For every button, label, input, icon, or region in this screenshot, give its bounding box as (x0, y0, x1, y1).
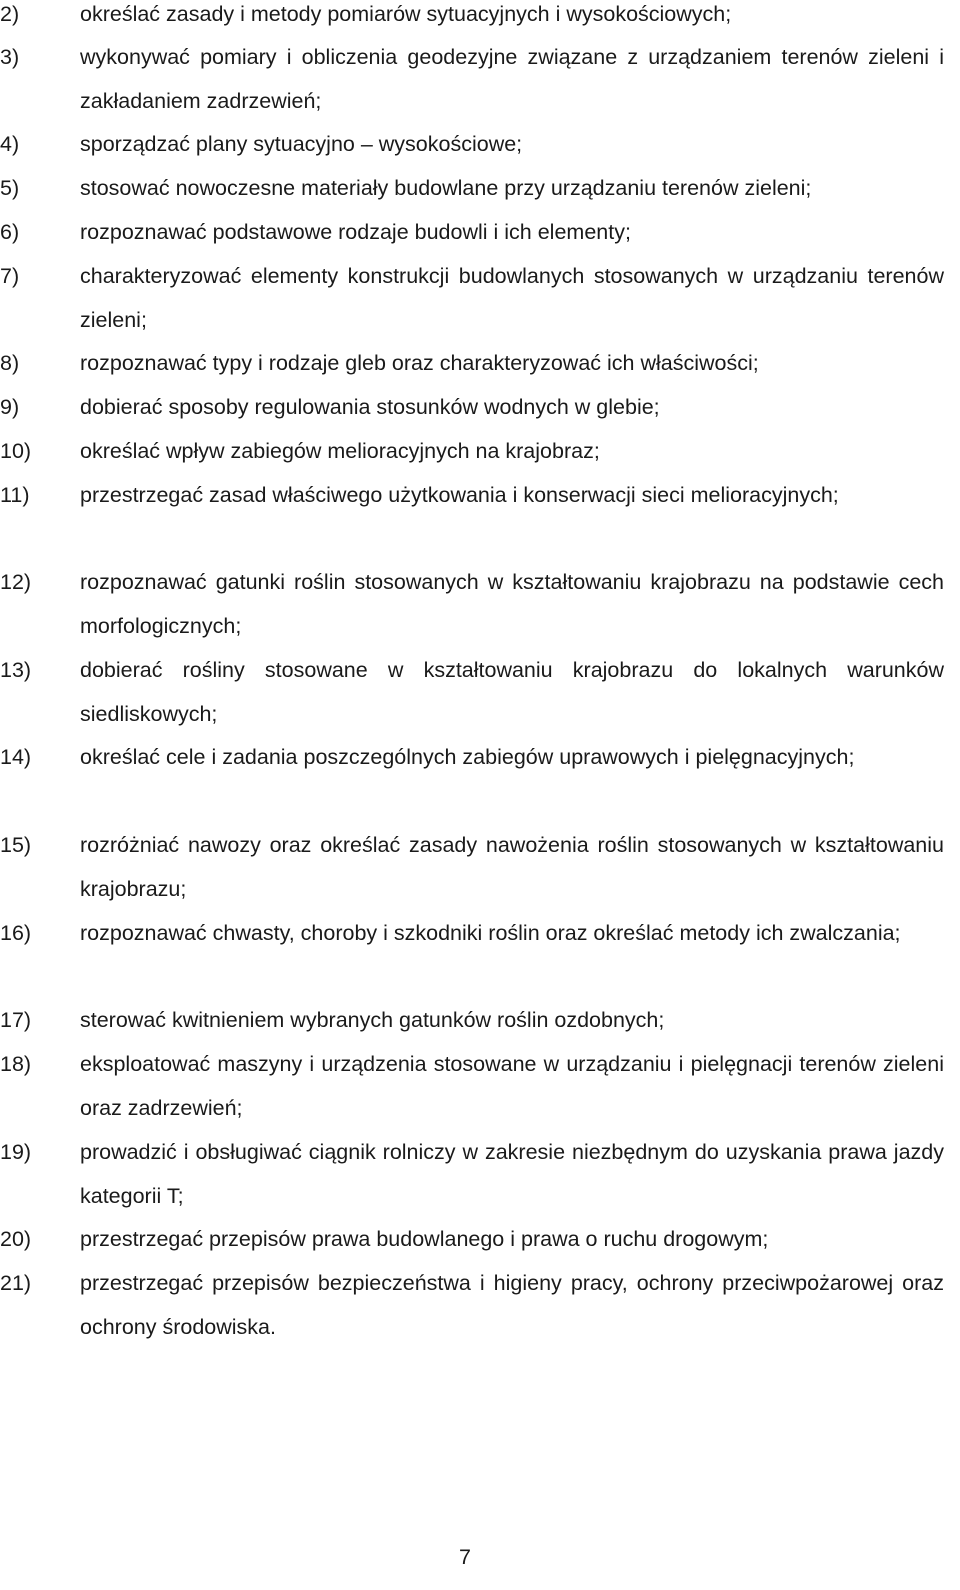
list-item-text: sterować kwitnieniem wybranych gatunków roślin ozdobnych; (80, 1008, 665, 1032)
list-item-number: 18) (0, 1052, 32, 1076)
list-item-text: rozpoznawać typy i rodzaje gleb oraz charakteryzować ich właściwości; (80, 351, 759, 375)
list-item-number: 17) (0, 1008, 32, 1032)
list-item-number: 12) (0, 570, 32, 594)
list-item-text: sporządzać plany sytuacyjno – wysokościowe; (80, 132, 523, 156)
list-item-text: rozpoznawać gatunki roślin stosowanych w kształtowaniu krajobrazu na podstawie cech morfologicznych; (80, 570, 944, 638)
list-item-text: rozpoznawać podstawowe rodzaje budowli i ich elementy; (80, 220, 631, 244)
list-item-text: przestrzegać zasad właściwego użytkowania i konserwacji sieci melioracyjnych; (80, 483, 839, 507)
list-item-number: 9) (0, 395, 20, 419)
list-item-number: 21) (0, 1271, 32, 1295)
page-number: 7 (459, 1545, 471, 1569)
list-item-number: 19) (0, 1140, 32, 1164)
list-item-number: 6) (0, 220, 20, 244)
list-item-text: przestrzegać przepisów bezpieczeństwa i higieny pracy, ochrony przeciwpożarowej oraz ochrony środowiska. (80, 1271, 944, 1339)
list-item-text: dobierać rośliny stosowane w kształtowaniu krajobrazu do lokalnych warunków siedliskowych; (80, 658, 944, 726)
list-item-text: dobierać sposoby regulowania stosunków wodnych w glebie; (80, 395, 660, 419)
list-item-number: 14) (0, 745, 32, 769)
list-item-number: 20) (0, 1227, 32, 1251)
list-item-number: 4) (0, 132, 20, 156)
list-item-text: prowadzić i obsługiwać ciągnik rolniczy w zakresie niezbędnym do uzyskania prawa jazdy kategorii T; (80, 1140, 944, 1208)
list-item-text: rozpoznawać chwasty, choroby i szkodniki roślin oraz określać metody ich zwalczania; (80, 921, 901, 945)
list-item-number: 3) (0, 45, 20, 69)
list-item-number: 2) (0, 2, 20, 26)
list-item-number: 7) (0, 264, 20, 288)
list-item-number: 10) (0, 439, 32, 463)
list-item-text: przestrzegać przepisów prawa budowlanego i prawa o ruchu drogowym; (80, 1227, 769, 1251)
list-item-text: wykonywać pomiary i obliczenia geodezyjne związane z urządzaniem terenów zieleni i zakładaniem zadrzewień; (80, 45, 944, 113)
list-item-text: określać zasady i metody pomiarów sytuacyjnych i wysokościowych; (80, 2, 732, 26)
list-item-number: 5) (0, 176, 20, 200)
list-item-text: rozróżniać nawozy oraz określać zasady nawożenia roślin stosowanych w kształtowaniu krajobrazu; (80, 833, 944, 901)
list-item-text: charakteryzować elementy konstrukcji budowlanych stosowanych w urządzaniu terenów zieleni; (80, 264, 944, 332)
list-item-text: eksploatować maszyny i urządzenia stosowane w urządzaniu i pielęgnacji terenów zieleni oraz zadrzewień; (80, 1052, 944, 1120)
list-item-number: 11) (0, 483, 30, 507)
list-item-number: 16) (0, 921, 32, 945)
list-item-text: określać cele i zadania poszczególnych zabiegów uprawowych i pielęgnacyjnych; (80, 745, 855, 769)
list-item-number: 15) (0, 833, 32, 857)
list-item-number: 13) (0, 658, 32, 682)
list-item-text: określać wpływ zabiegów melioracyjnych na krajobraz; (80, 439, 600, 463)
list-item-text: stosować nowoczesne materiały budowlane przy urządzaniu terenów zieleni; (80, 176, 812, 200)
list-item-number: 8) (0, 351, 20, 375)
